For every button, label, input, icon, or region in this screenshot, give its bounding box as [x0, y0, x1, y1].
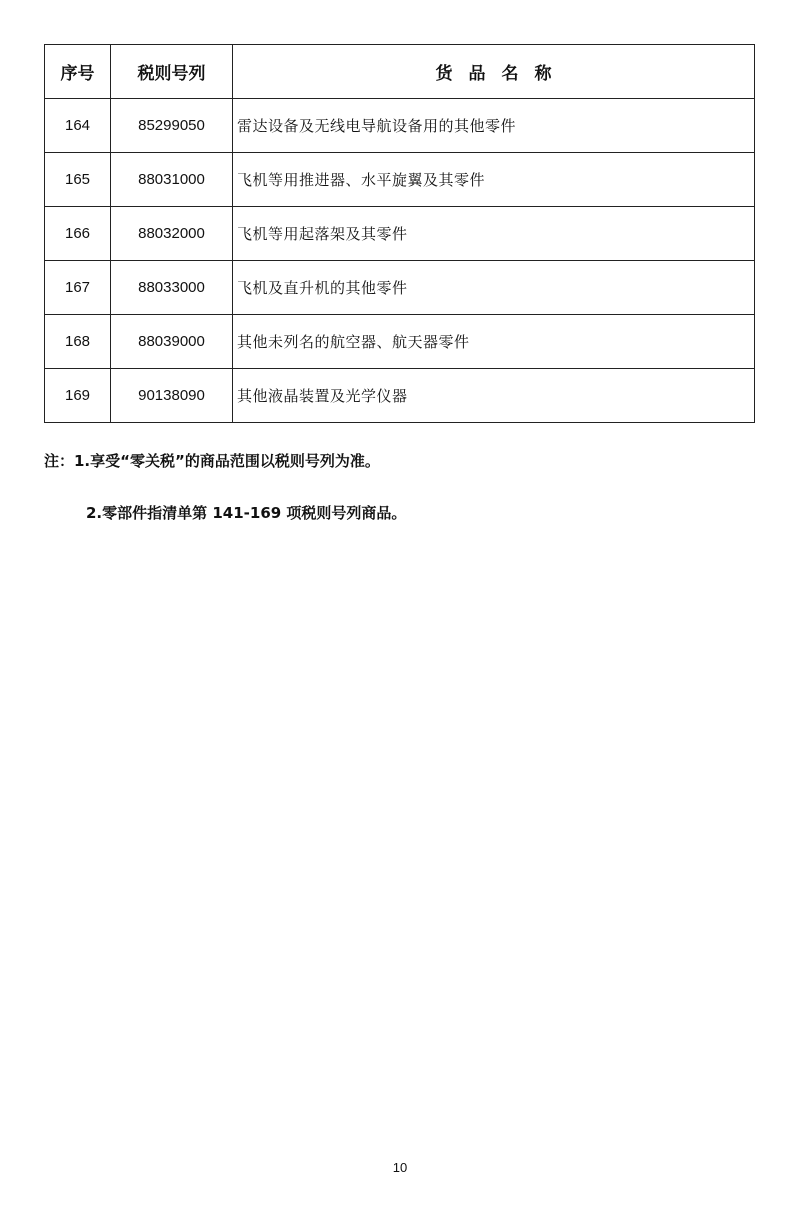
goods-table	[44, 44, 755, 423]
note-2: 2.零部件指清单第 141-169 项税则号列商品。	[86, 504, 407, 522]
goods-name-cell: 飞机等用起落架及其零件	[233, 207, 755, 261]
goods-name-cell: 飞机及直升机的其他零件	[233, 261, 755, 315]
tariff-code-cell: 88032000	[111, 207, 233, 261]
goods-name-cell: 雷达设备及无线电导航设备用的其他零件	[233, 99, 755, 153]
goods-name-cell: 其他未列名的航空器、航天器零件	[233, 315, 755, 369]
table-row	[45, 261, 755, 315]
goods-name-cell: 飞机等用推进器、水平旋翼及其零件	[233, 153, 755, 207]
table-row	[45, 315, 755, 369]
tariff-code-cell: 88039000	[111, 315, 233, 369]
table-row	[45, 207, 755, 261]
serial-number-cell: 166	[45, 207, 111, 261]
serial-number-cell: 165	[45, 153, 111, 207]
serial-number-cell: 168	[45, 315, 111, 369]
goods-name-cell: 其他液晶装置及光学仪器	[233, 369, 755, 423]
serial-number-cell: 169	[45, 369, 111, 423]
tariff-code-cell: 85299050	[111, 99, 233, 153]
tariff-code-cell: 88033000	[111, 261, 233, 315]
table-row	[45, 99, 755, 153]
notes-section	[44, 450, 755, 524]
table-row	[45, 153, 755, 207]
serial-number-cell: 164	[45, 99, 111, 153]
table-row	[45, 369, 755, 423]
header-goods-name: 货品名称	[233, 45, 755, 99]
table-header-row	[45, 45, 755, 99]
header-serial-number: 序号	[45, 45, 111, 99]
header-tariff-code: 税则号列	[111, 45, 233, 99]
serial-number-cell: 167	[45, 261, 111, 315]
note-1: 注：1.享受“零关税”的商品范围以税则号列为准。	[44, 452, 380, 470]
page-number: 10	[392, 1160, 408, 1175]
tariff-code-cell: 90138090	[111, 369, 233, 423]
tariff-code-cell: 88031000	[111, 153, 233, 207]
